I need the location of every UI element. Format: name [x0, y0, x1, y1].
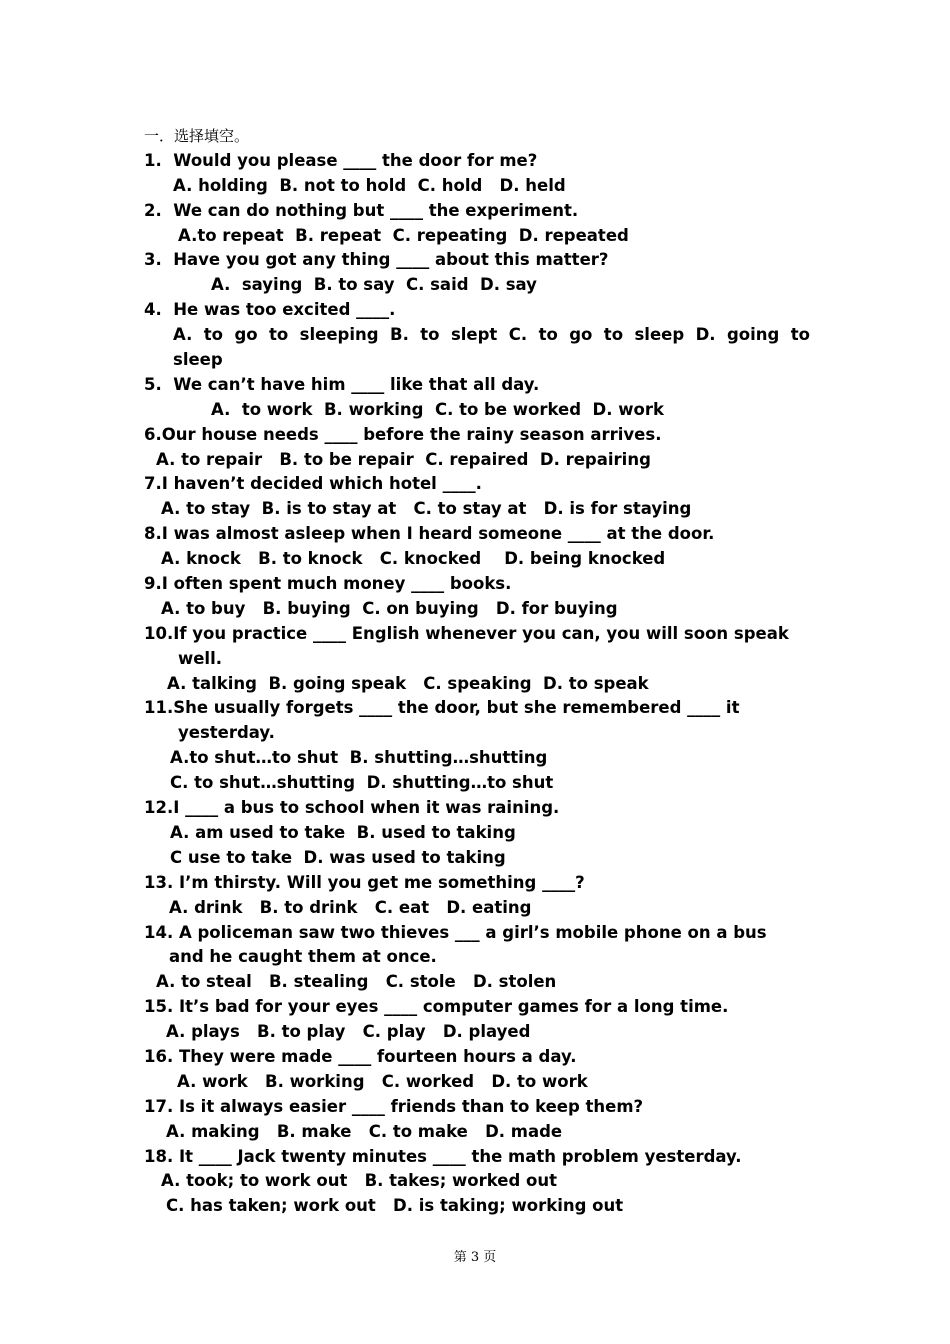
answer-options: C. has taken; work out D. is taking; working out	[166, 1196, 624, 1216]
answer-options: A. to repair B. to be repair C. repaired D. repairing	[156, 449, 651, 469]
answer-options: A. to stay B. is to stay at C. to stay at D. is for staying	[161, 499, 692, 519]
question-stem: 16. They were made ____ fourteen hours a day.	[144, 1046, 577, 1066]
answer-options: sleep	[173, 350, 223, 370]
question-stem-continued: and he caught them at once.	[169, 947, 437, 967]
question-stem: 9.I often spent much money ____ books.	[144, 574, 512, 594]
answer-options: A. holding B. not to hold C. hold D. held	[173, 175, 566, 195]
question-stem: 14. A policeman saw two thieves ___ a girl’s mobile phone on a bus	[144, 922, 767, 942]
question-stem: 6.Our house needs ____ before the rainy season arrives.	[144, 424, 662, 444]
question-stem: 5. We can’t have him ____ like that all day.	[144, 374, 540, 394]
answer-options: C use to take D. was used to taking	[170, 847, 506, 867]
answer-options: A. am used to take B. used to taking	[170, 822, 516, 842]
question-stem-continued: yesterday.	[178, 723, 275, 743]
answer-options: A. to work B. working C. to be worked D. work	[211, 399, 664, 419]
question-stem-continued: well.	[178, 648, 223, 668]
answer-options: A. to buy B. buying C. on buying D. for buying	[161, 598, 618, 618]
answer-options: A.to repeat B. repeat C. repeating D. repeated	[178, 225, 629, 245]
answer-options: A.to shut…to shut B. shutting…shutting	[170, 748, 548, 768]
question-stem: 11.She usually forgets ____ the door, but she remembered ____ it	[144, 698, 740, 718]
section-title: 一．选择填空。	[144, 127, 250, 145]
question-stem: 13. I’m thirsty. Will you get me something ____?	[144, 872, 585, 892]
question-stem: 18. It ____ Jack twenty minutes ____ the math problem yesterday.	[144, 1146, 742, 1166]
answer-options: A. to go to sleeping B. to slept C. to go to sleep D. going to	[173, 325, 810, 345]
question-stem: 3. Have you got any thing ____ about this matter?	[144, 250, 609, 270]
question-stem: 12.I ____ a bus to school when it was raining.	[144, 798, 560, 818]
answer-options: C. to shut…shutting D. shutting…to shut	[170, 773, 554, 793]
answer-options: A. making B. make C. to make D. made	[166, 1121, 563, 1141]
answer-options: A. talking B. going speak C. speaking D. to speak	[167, 673, 649, 693]
question-stem: 17. Is it always easier ____ friends than to keep them?	[144, 1096, 644, 1116]
question-stem: 7.I haven’t decided which hotel ____.	[144, 474, 482, 494]
exercise-content	[144, 124, 810, 1219]
question-stem: 10.If you practice ____ English whenever you can, you will soon speak	[144, 623, 789, 643]
question-stem: 4. He was too excited ____.	[144, 300, 396, 320]
question-stem: 8.I was almost asleep when I heard someone ____ at the door.	[144, 524, 715, 544]
question-stem: 1. Would you please ____ the door for me?	[144, 150, 538, 170]
answer-options: A. to steal B. stealing C. stole D. stolen	[156, 972, 557, 992]
answer-options: A. saying B. to say C. said D. say	[211, 275, 537, 295]
answer-options: A. drink B. to drink C. eat D. eating	[169, 897, 532, 917]
answer-options: A. took; to work out B. takes; worked out	[161, 1171, 558, 1191]
question-stem: 2. We can do nothing but ____ the experiment.	[144, 200, 579, 220]
answer-options: A. plays B. to play C. play D. played	[166, 1022, 531, 1042]
question-stem: 15. It’s bad for your eyes ____ computer games for a long time.	[144, 997, 729, 1017]
answer-options: A. work B. working C. worked D. to work	[177, 1071, 588, 1091]
answer-options: A. knock B. to knock C. knocked D. being knocked	[161, 549, 666, 569]
page-number: 第 3 页	[453, 1250, 497, 1265]
